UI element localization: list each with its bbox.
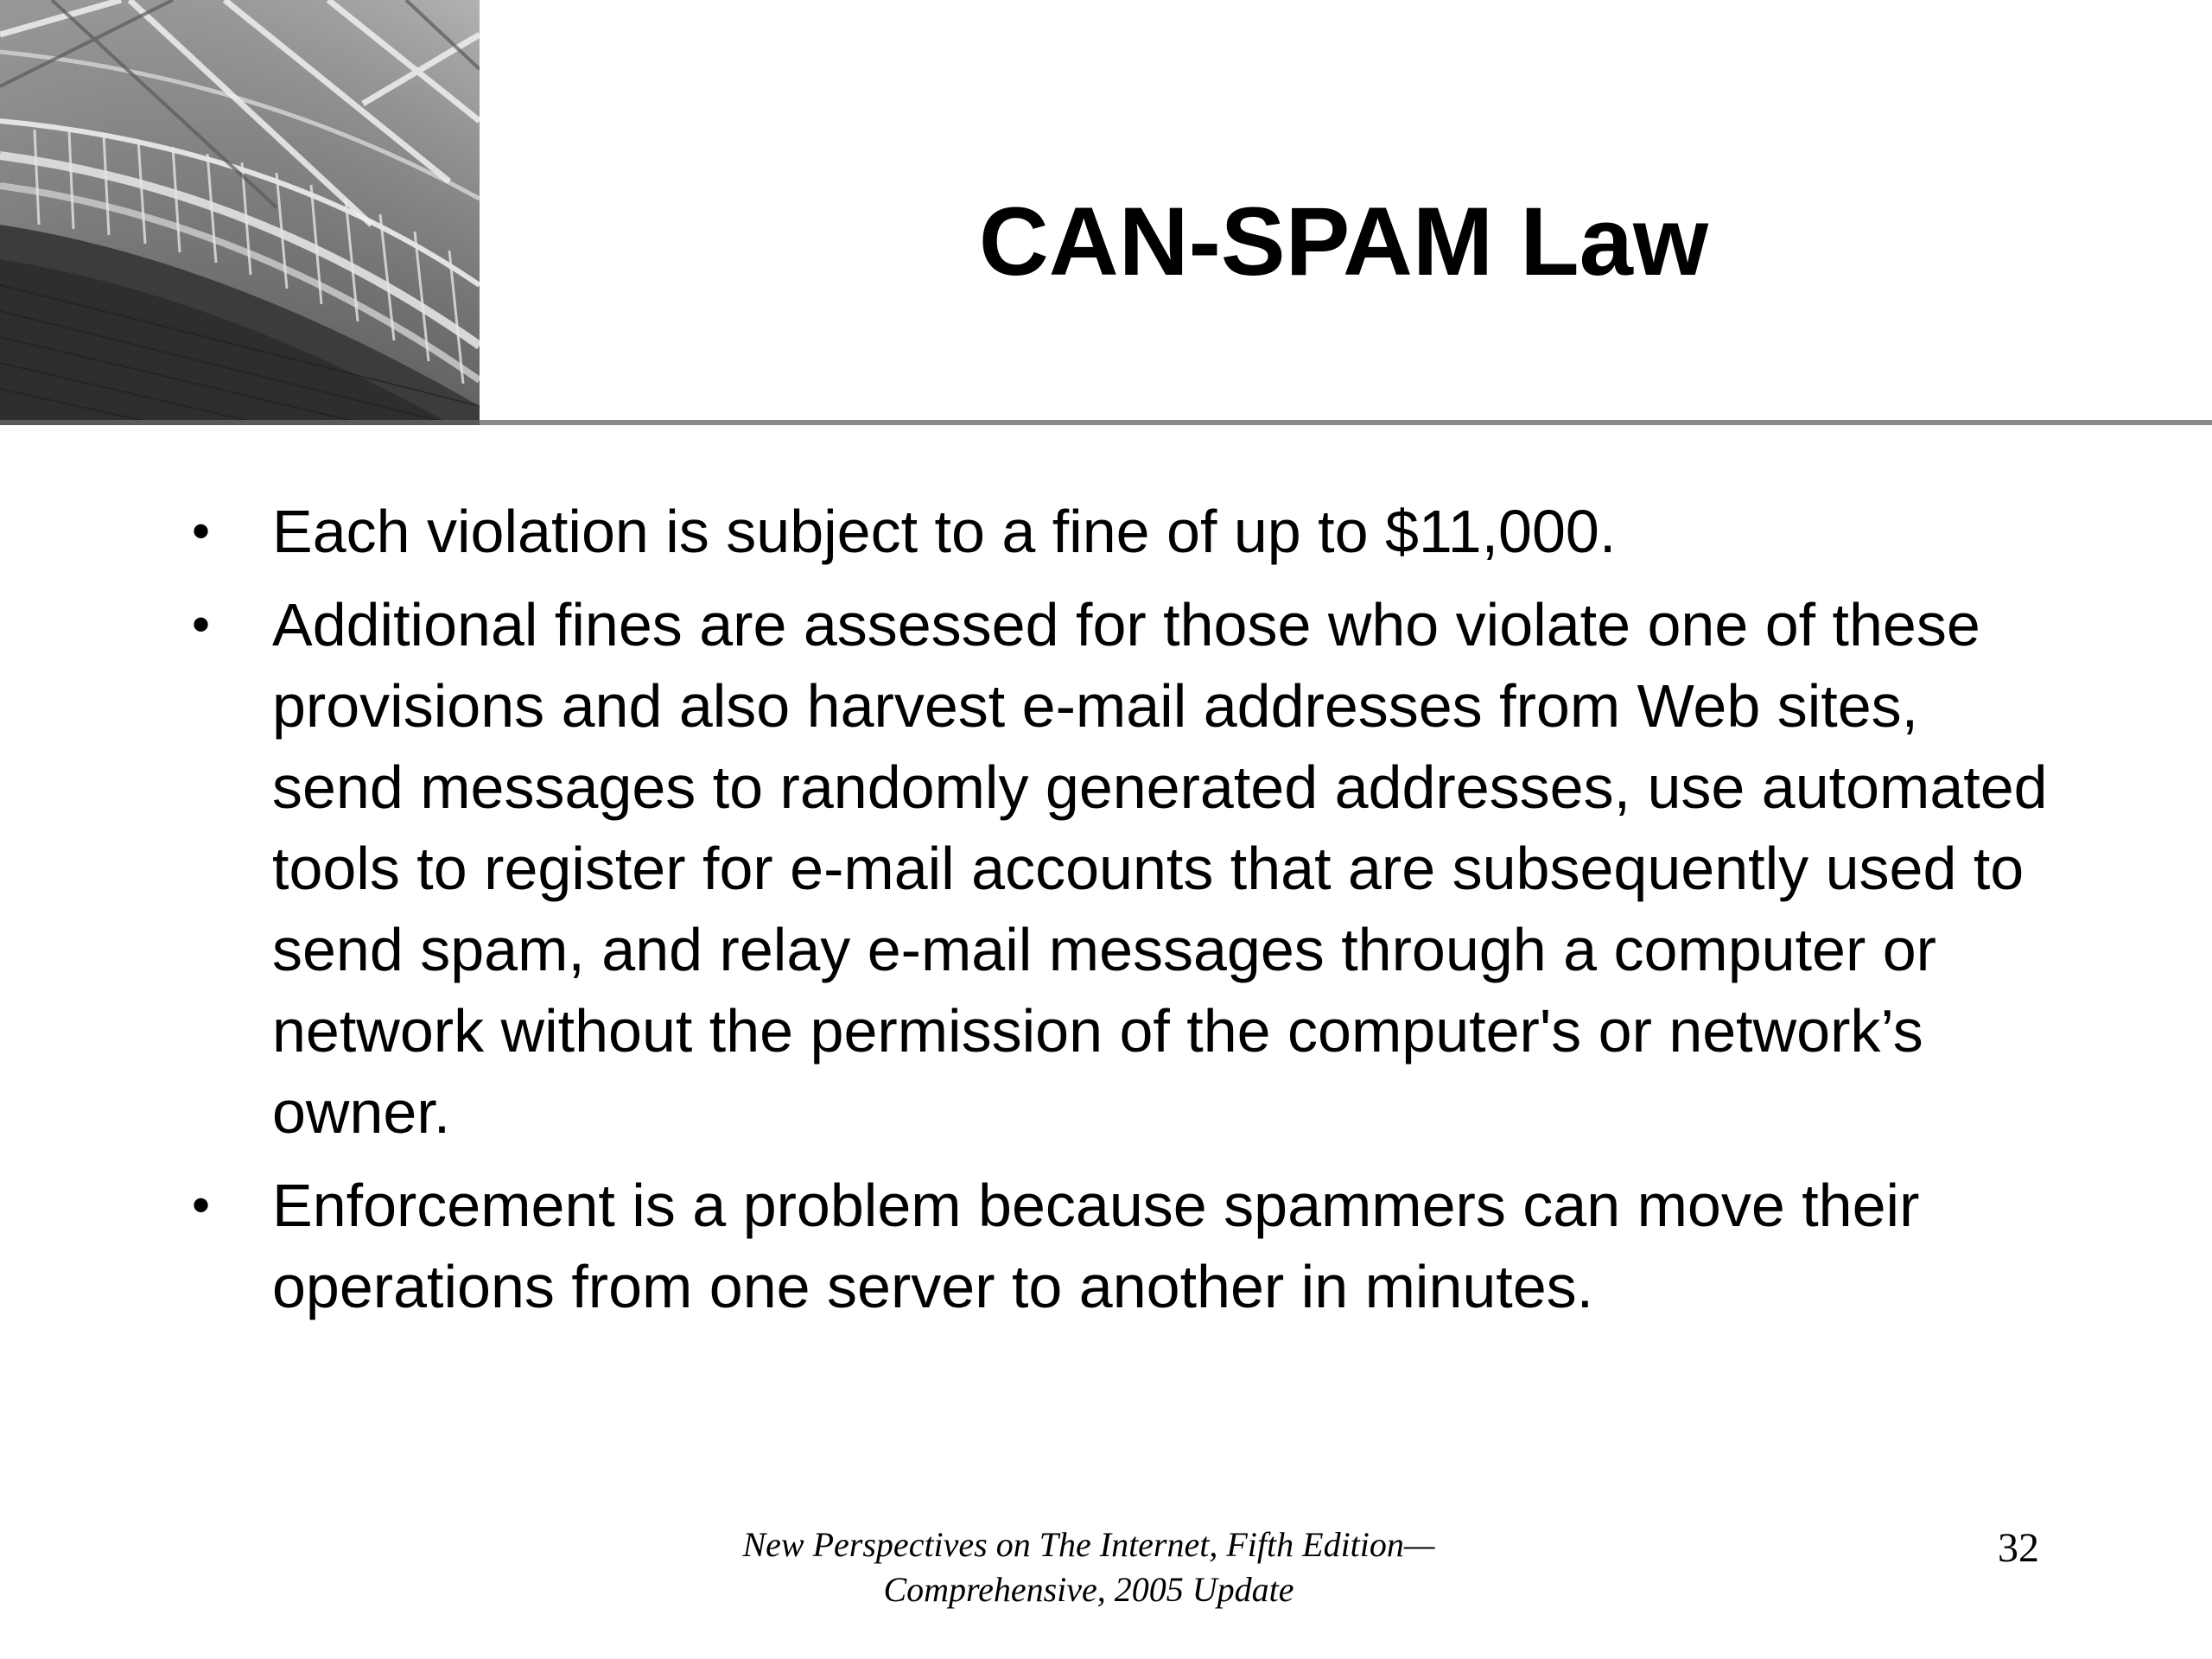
bullet-item: [181, 584, 2048, 1153]
page-number: 32: [1998, 1525, 2039, 1571]
header-rule-left: [0, 420, 480, 425]
footer-line-1: New Perspectives on The Internet, Fifth Edition—: [742, 1525, 1435, 1564]
footer-citation: [657, 1522, 1521, 1612]
bullet-marker: •: [192, 595, 211, 653]
slide-title: CAN-SPAM Law: [978, 188, 1709, 296]
bullet-text: Each violation is subject to a fine of up to $11,000.: [272, 498, 1617, 565]
bullet-marker: •: [192, 1176, 211, 1234]
footer-line-2: Comprehensive, 2005 Update: [883, 1570, 1294, 1609]
bullet-list: [181, 491, 2048, 1339]
bullet-item: [181, 491, 2048, 572]
corner-architecture-image: [0, 0, 480, 423]
bullet-marker: •: [192, 502, 211, 560]
bullet-text: Additional fines are assessed for those who violate one of these provisions and also harvest e-mail addresses from Web sites, send messages to randomly generated addresses, use automated tools to register for e-mail accounts that are subsequently used to send spam, and relay e-mail messages through a computer or network without the permission of the computer's or network’s owner.: [272, 591, 2048, 1146]
bullet-text: Enforcement is a problem because spammers can move their operations from one server to another in minutes.: [272, 1172, 1920, 1320]
header-rule: [480, 420, 2212, 425]
bullet-item: [181, 1165, 2048, 1327]
